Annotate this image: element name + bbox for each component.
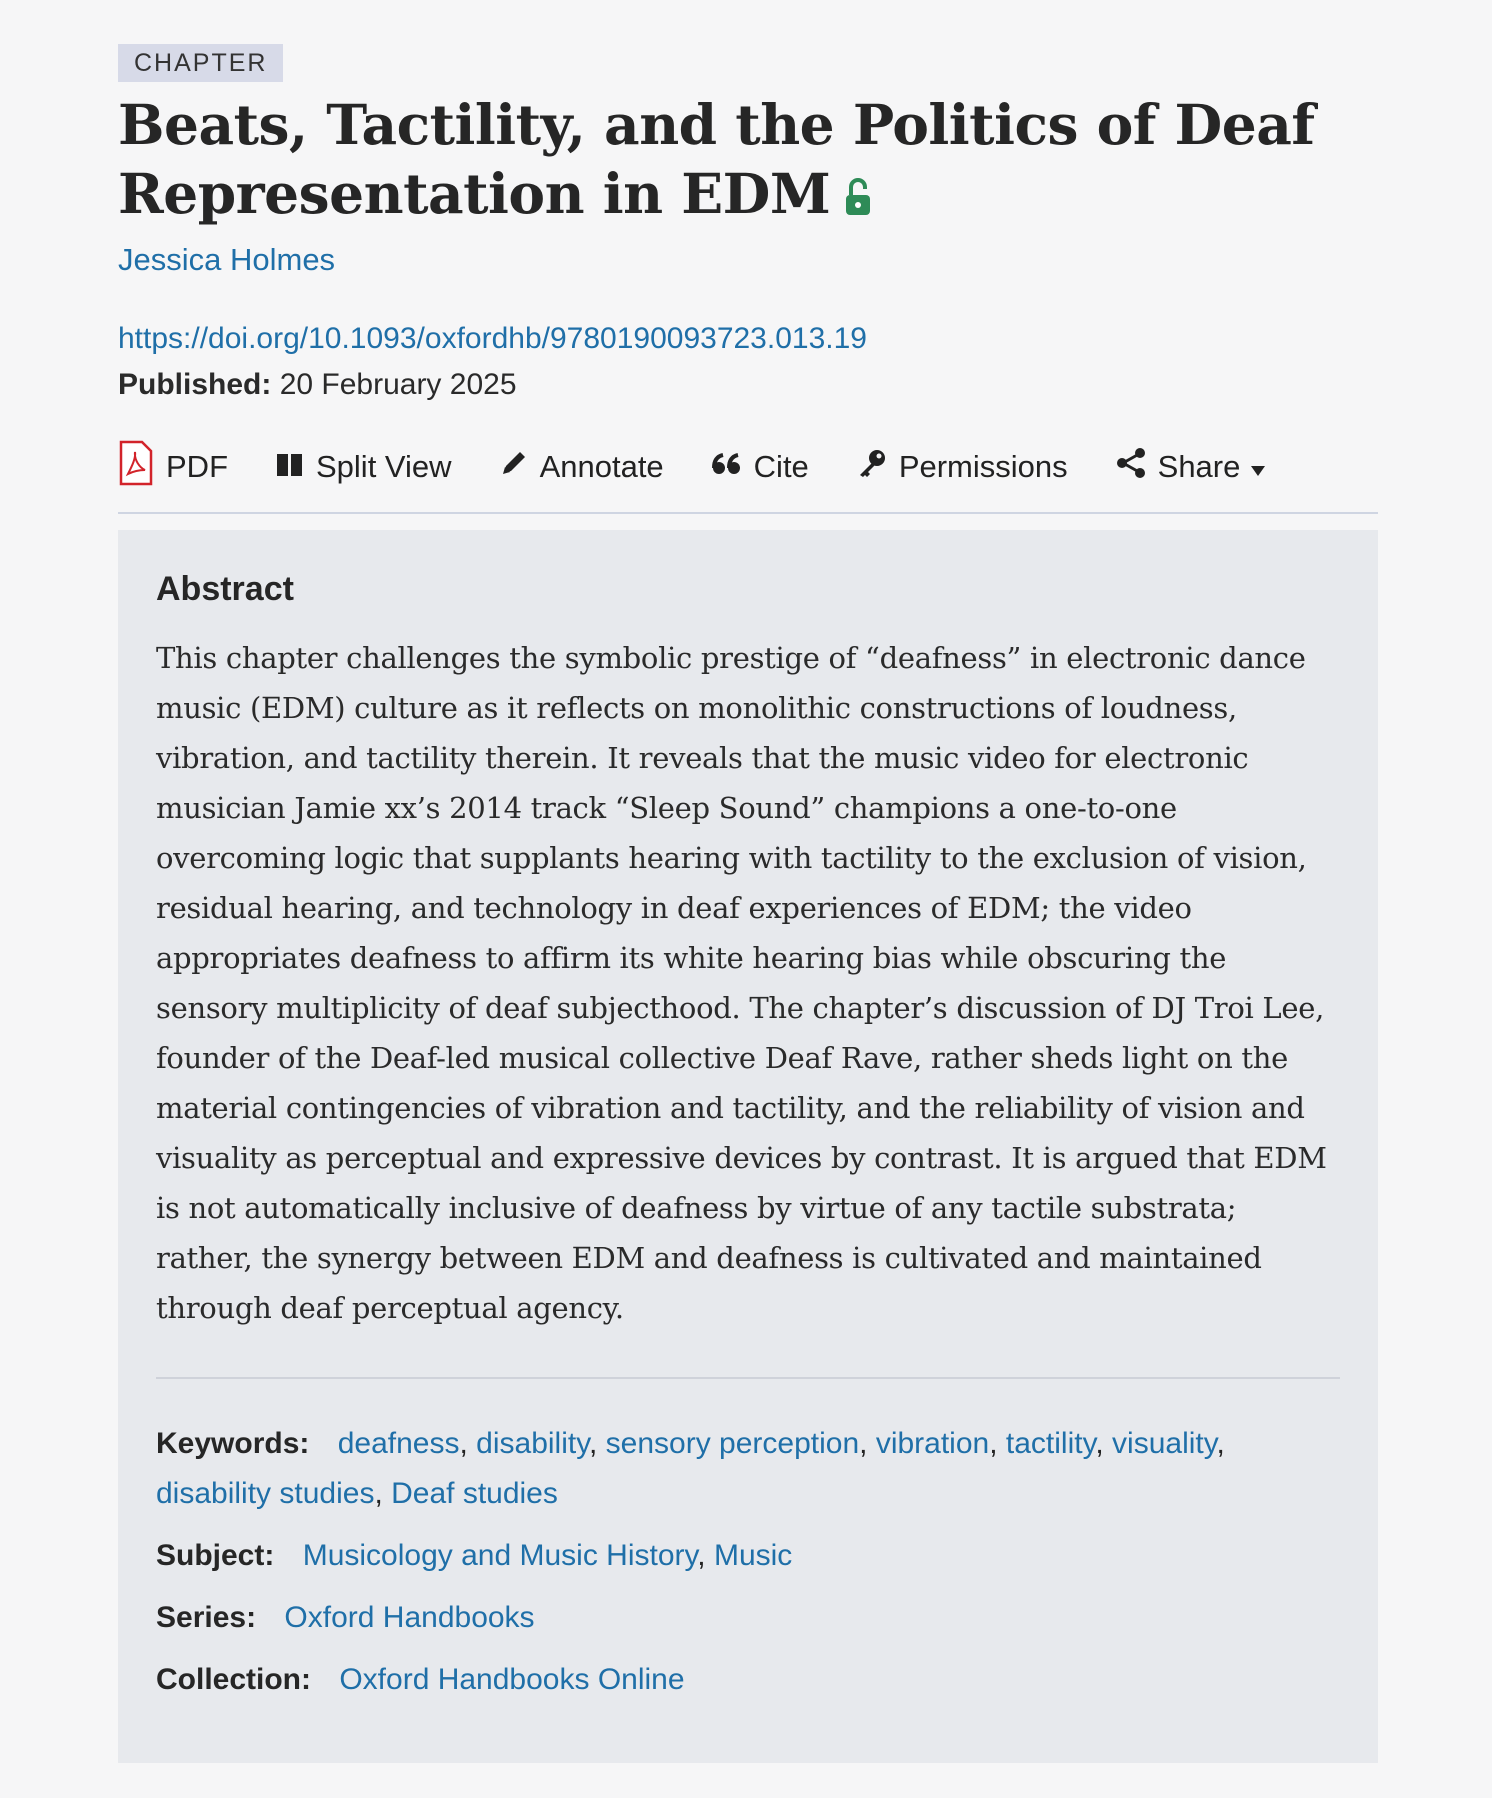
series-link[interactable]: Oxford Handbooks: [284, 1601, 535, 1634]
subject-label: Subject:: [156, 1539, 275, 1572]
split-view-icon: [276, 449, 316, 485]
collection-label: Collection:: [156, 1663, 311, 1696]
share-button[interactable]: [1116, 448, 1279, 486]
published-label: Published:: [118, 368, 272, 401]
cite-label: Cite: [753, 449, 809, 484]
quote-icon: [712, 449, 754, 485]
split-view-label: Split View: [316, 449, 452, 484]
keyword-link[interactable]: tactility: [1005, 1427, 1096, 1460]
cite-button[interactable]: [712, 449, 809, 485]
share-label: Share: [1157, 449, 1241, 484]
keyword-link[interactable]: sensory perception: [605, 1427, 860, 1460]
pencil-icon: [500, 449, 540, 485]
pdf-button[interactable]: [118, 440, 228, 494]
subject-row: Subject: Musicology and Music History, Music: [156, 1539, 793, 1572]
page-title: [118, 90, 1378, 232]
pdf-label: PDF: [166, 449, 228, 484]
subject-link[interactable]: Musicology and Music History: [302, 1539, 698, 1572]
chapter-tag: CHAPTER: [118, 44, 283, 82]
keyword-link[interactable]: visuality: [1112, 1427, 1217, 1460]
title-text: Beats, Tactility, and the Politics of Deaf Representation in EDM: [118, 92, 1315, 226]
keyword-link[interactable]: disability: [476, 1427, 589, 1460]
article-toolbar: [118, 440, 1378, 514]
abstract-text: This chapter challenges the symbolic prestige of “deafness” in electronic dance music (EDM) culture as it reflects on monolithic constructions of loudness, vibration, and tactility therein. It reveals that the music video for electronic musician Jamie xx’s 2014 track “Sleep Sound” champions a one-to-one overcoming logic that supplants hearing with tactility to the exclusion of vision, residual hearing, and technology in deaf experiences of EDM; the video appropriates deafness to affirm its white hearing bias while obscuring the sensory multiplicity of deaf subjecthood. The chapter’s discussion of DJ Troi Lee, founder of the Deaf-led musical collective Deaf Rave, rather sheds light on the material contingencies of vibration and tactility, and the reliability of vision and visuality as perceptual and expressive devices by contrast. It is argued that EDM is not automatically inclusive of deafness by virtue of any tactile substrata; rather, the synergy between EDM and deafness is cultivated and maintained through deaf perceptual agency.: [156, 641, 1327, 1325]
collection-row: [156, 1655, 1340, 1705]
abstract-section: [118, 530, 1378, 1763]
keyword-link[interactable]: disability studies: [156, 1477, 375, 1510]
collection-link[interactable]: Oxford Handbooks Online: [339, 1663, 685, 1696]
pdf-icon: [118, 440, 166, 494]
subject-link[interactable]: Music: [713, 1539, 793, 1572]
share-icon: [1116, 448, 1158, 486]
keywords-row: Keywords: deafness, disability, sensory perception, vibration, tactility, visuality, disability studies, Deaf studies: [156, 1427, 1225, 1510]
annotate-label: Annotate: [539, 449, 664, 484]
key-icon: [857, 448, 899, 486]
split-view-button[interactable]: [276, 449, 452, 485]
annotate-button[interactable]: [500, 449, 664, 485]
keyword-link[interactable]: Deaf studies: [391, 1477, 558, 1510]
author-link[interactable]: Jessica Holmes: [118, 242, 336, 277]
caret-down-icon: [1250, 449, 1278, 485]
doi-link[interactable]: https://doi.org/10.1093/oxfordhb/9780190093723.013.19: [118, 322, 867, 355]
keyword-link[interactable]: deafness: [337, 1427, 460, 1460]
permissions-button[interactable]: [857, 448, 1068, 486]
series-row: [156, 1593, 1340, 1643]
series-label: Series:: [156, 1601, 257, 1634]
permissions-label: Permissions: [898, 449, 1068, 484]
open-lock-icon: [844, 163, 872, 232]
keyword-link[interactable]: vibration: [875, 1427, 990, 1460]
chapter-page: [118, 0, 1378, 1763]
published-date: [118, 368, 1378, 402]
keywords-label: Keywords:: [156, 1427, 310, 1460]
published-value: 20 February 2025: [279, 368, 517, 401]
abstract-heading: Abstract: [156, 570, 294, 608]
abstract-divider: [156, 1377, 1340, 1379]
